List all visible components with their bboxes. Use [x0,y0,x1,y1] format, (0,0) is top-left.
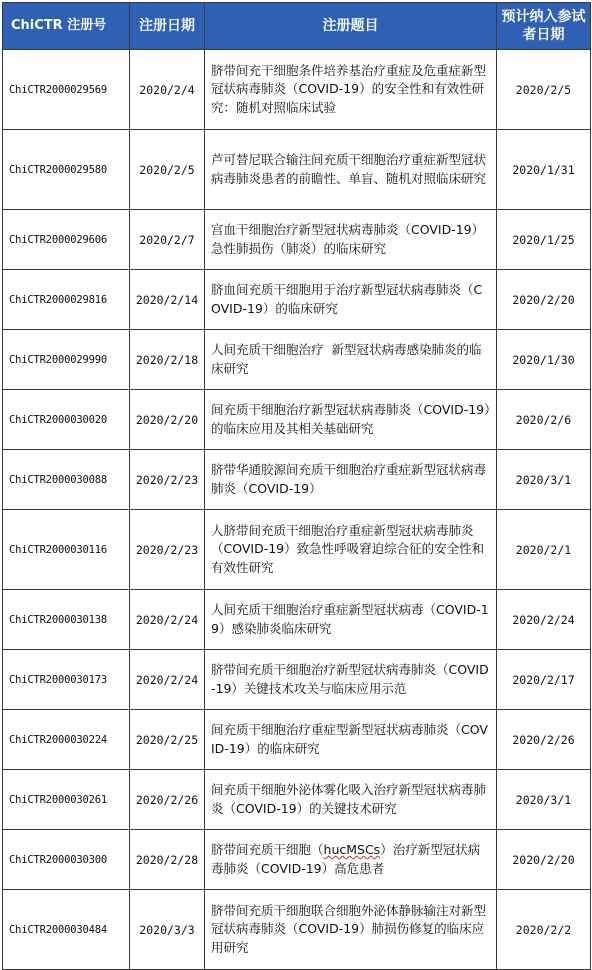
cell-title: 脐带间充干细胞条件培养基治疗重症及危重症新型冠状病毒肺炎（COVID-19）的安全性和有效性研究：随机对照临床试验 [205,50,497,130]
cell-reg-no: ChiCTR2000030138 [3,590,130,650]
cell-reg-no: ChiCTR2000029606 [3,210,130,270]
cell-expected-date: 2020/3/1 [497,450,591,510]
cell-title: 人脐带间充质干细胞治疗重症新型冠状病毒肺炎（COVID-19）致急性呼吸窘迫综合征的安全性和有效性研究 [205,510,497,590]
cell-reg-date: 2020/2/24 [130,650,205,710]
cell-reg-date: 2020/2/5 [130,130,205,210]
cell-expected-date: 2020/3/1 [497,770,591,830]
cell-title: 间充质干细胞治疗新型冠状病毒肺炎（COVID-19）的临床应用及其相关基础研究 [205,390,497,450]
cell-reg-date: 2020/2/25 [130,710,205,770]
cell-expected-date: 2020/2/26 [497,710,591,770]
cell-expected-date: 2020/1/31 [497,130,591,210]
cell-title: 脐血间充质干细胞用于治疗新型冠状病毒肺炎（COVID-19）的临床研究 [205,270,497,330]
trial-table-container [2,2,590,970]
cell-reg-date: 2020/2/18 [130,330,205,390]
cell-reg-no: ChiCTR2000030088 [3,450,130,510]
cell-reg-date: 2020/2/4 [130,50,205,130]
cell-reg-no: ChiCTR2000030224 [3,710,130,770]
cell-reg-date: 2020/2/24 [130,590,205,650]
header-title: 注册题目 [205,3,497,50]
cell-title: 间充质干细胞外泌体雾化吸入治疗新型冠状病毒肺炎（COVID-19）的关键技术研究 [205,770,497,830]
cell-reg-no: ChiCTR2000029816 [3,270,130,330]
table-row [3,890,591,970]
table-row [3,50,591,130]
table-row [3,710,591,770]
cell-reg-date: 2020/2/23 [130,510,205,590]
cell-reg-no: ChiCTR2000029569 [3,50,130,130]
cell-reg-date: 2020/2/20 [130,390,205,450]
table-row [3,650,591,710]
cell-reg-no: ChiCTR2000030300 [3,830,130,890]
cell-reg-date: 2020/2/23 [130,450,205,510]
title-part-post: ）治疗新型冠状病毒肺炎（COVID-19）高危患者 [211,842,481,876]
cell-reg-no: ChiCTR2000029990 [3,330,130,390]
header-reg-date: 注册日期 [130,3,205,50]
table-row [3,510,591,590]
cell-expected-date: 2020/2/20 [497,830,591,890]
cell-title: 芦可替尼联合输注间充质干细胞治疗重症新型冠状病毒肺炎患者的前瞻性、单盲、随机对照临床研究 [205,130,497,210]
title-part-pre: 脐带间充质干细胞（ [211,842,324,857]
table-row [3,590,591,650]
header-reg-no: ChiCTR 注册号 [3,3,130,50]
cell-expected-date: 2020/1/25 [497,210,591,270]
header-expected-date: 预计纳入参试者日期 [497,3,591,50]
cell-title: 脐带华通胶源间充质干细胞治疗重症新型冠状病毒肺炎（COVID-19） [205,450,497,510]
cell-reg-date: 2020/2/26 [130,770,205,830]
table-row [3,450,591,510]
table-row [3,830,591,890]
trial-registration-table [2,2,591,970]
cell-expected-date: 2020/1/30 [497,330,591,390]
cell-title: 人间充质干细胞治疗重症新型冠状病毒（COVID-19）感染肺炎临床研究 [205,590,497,650]
cell-reg-no: ChiCTR2000030020 [3,390,130,450]
cell-reg-no: ChiCTR2000030173 [3,650,130,710]
cell-reg-date: 2020/2/7 [130,210,205,270]
table-row [3,390,591,450]
cell-expected-date: 2020/2/5 [497,50,591,130]
cell-expected-date: 2020/2/24 [497,590,591,650]
cell-title: 脐带间充质干细胞治疗新型冠状病毒肺炎（COVID-19）关键技术攻关与临床应用示范 [205,650,497,710]
cell-reg-no: ChiCTR2000030261 [3,770,130,830]
table-header-row [3,3,591,50]
table-row [3,330,591,390]
table-row [3,770,591,830]
cell-expected-date: 2020/2/6 [497,390,591,450]
cell-reg-no: ChiCTR2000030484 [3,890,130,970]
cell-reg-no: ChiCTR2000030116 [3,510,130,590]
cell-title: 宫血干细胞治疗新型冠状病毒肺炎（COVID-19）急性肺损伤（肺炎）的临床研究 [205,210,497,270]
cell-reg-date: 2020/2/28 [130,830,205,890]
cell-title: 人间充质干细胞治疗 新型冠状病毒感染肺炎的临床研究 [205,330,497,390]
table-row [3,210,591,270]
cell-title: 间充质干细胞治疗重症型新型冠状病毒肺炎（COVID-19）的临床研究 [205,710,497,770]
table-row [3,270,591,330]
title-part-spellcheck-marked: hucMSCs [323,842,381,857]
cell-expected-date: 2020/2/2 [497,890,591,970]
cell-expected-date: 2020/2/1 [497,510,591,590]
cell-expected-date: 2020/2/17 [497,650,591,710]
cell-reg-date: 2020/3/3 [130,890,205,970]
table-row [3,130,591,210]
cell-expected-date: 2020/2/20 [497,270,591,330]
cell-reg-date: 2020/2/14 [130,270,205,330]
cell-title: 脐带间充质干细胞联合细胞外泌体静脉输注对新型冠状病毒肺炎（COVID-19）肺损伤修复的临床应用研究 [205,890,497,970]
cell-reg-no: ChiCTR2000029580 [3,130,130,210]
cell-title [205,830,497,890]
